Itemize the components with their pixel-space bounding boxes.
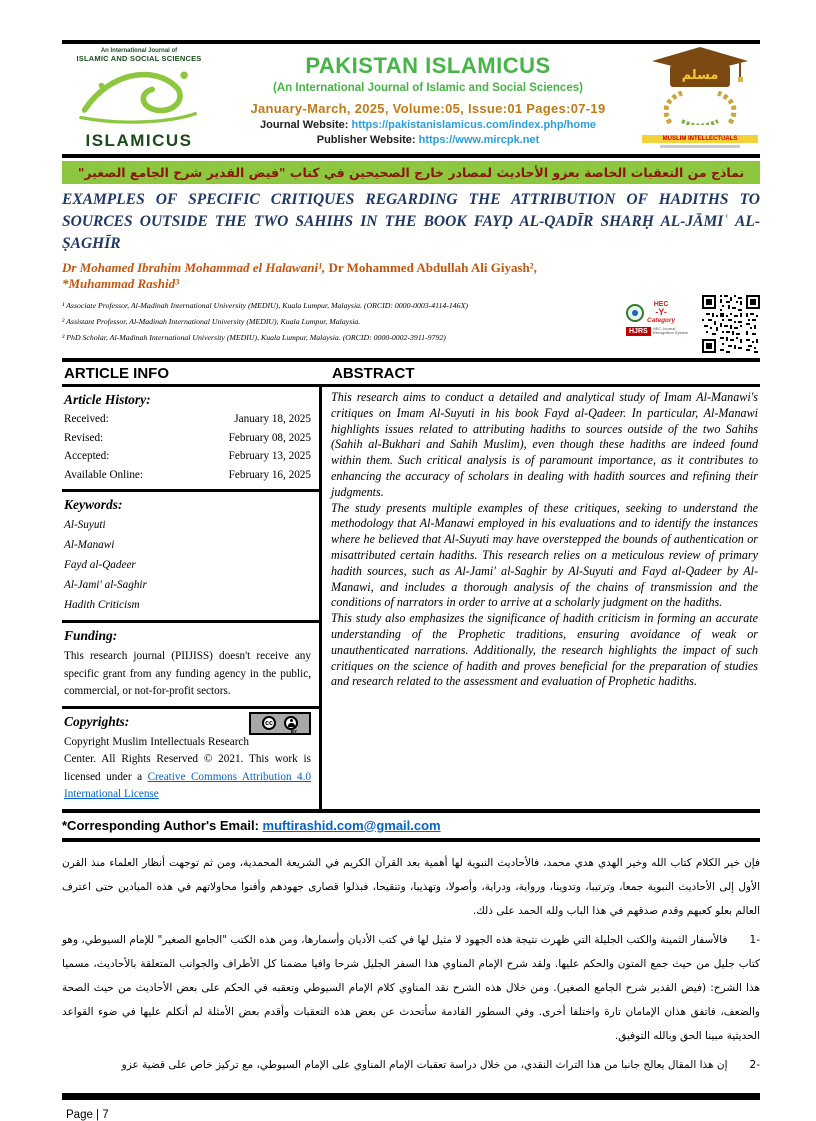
- history-row: Accepted: February 13, 2025: [64, 450, 311, 462]
- corresponding-email-link[interactable]: muftirashid.com@gmail.com: [262, 817, 441, 833]
- abstract-column: [322, 387, 760, 809]
- calligraphy-icon: [69, 63, 209, 125]
- item-number: 2-: [749, 1058, 760, 1071]
- keyword: Hadith Criticism: [64, 599, 140, 611]
- org-name: MUSLIM INTELLECTUALS: [642, 135, 758, 143]
- muslim-intellectuals-logo: [642, 43, 758, 155]
- affiliations-row: [62, 295, 760, 353]
- keyword: Fayd al-Qadeer: [64, 559, 136, 571]
- journal-website-link[interactable]: https://pakistanislamicus.com/index.php/home: [351, 118, 596, 131]
- publisher-website-line: [218, 134, 638, 146]
- arabic-list-item: 1-فالأسفار الثمينة والكتب الجليلة التي ظهرت نتيجة هذه الجهود لا مثيل لها في كتب الأديان وأسمارها، ومن هذه الكتب "الجامع الصغير" للإمام السيوطي، وهو كتاب جليل من حيث جمع المتون والحكم عليها. ولقد شرح الإمام المناوي هذا السفر الجليل شرحا وافيا مضمنا كل الأطراف والجوانب المتعلقة بالأحاديث، مسميا هذا الشرح: (فيض القدير شرح الجامع الصغير). ومن خلال هذه الشرح نقد المناوي كلام الإمام السيوطي وتعقبه في الحكم على بعض الأحاديث من حيث الصحة والضعف، فاتفق هذان الإمامان تارة واختلفا أخرى. وفي السطور القادمة سأتحدث عن بعض هذه التعقبات وأقدم بعض الأمثلة لم أتكلم عليها في ضوء القواعد الحديثية مبينا الحق وبالله التوفيق.: [62, 928, 760, 1048]
- page-number: Page | 7: [66, 1108, 109, 1121]
- abstract-paragraph: The study presents multiple examples of these critiques, seeking to understand the methodology that Al-Manawi employed in his evaluations and to identify the instances where he believed that Al-Suyuti may have overstepped the bounds of authentication or misattributed certain hadiths. This research relies on a meticulous review of primary hadith sources, such as Al-Jami' al-Saghir by Al-Suyuti and Fayd al-Qadeer by Al-Manawi, and includes a thorough analysis of the chains of transmission and the conditions of narrators in order to arrive at a scholarly judgment on the hadiths.: [331, 500, 758, 610]
- logo-tagline-1: An International Journal of: [100, 47, 178, 54]
- article-info-heading: ARTICLE INFO: [64, 365, 169, 382]
- copyrights-section: [62, 709, 319, 809]
- affiliation-2: ² Assistant Professor, Al-Madinah International University (MEDIU), Kuala Lumpur, Malaysia.: [62, 317, 361, 326]
- hjrs-subtitle: HEC Journal Recognition System: [652, 325, 689, 336]
- journal-header: [62, 40, 760, 158]
- authors-line: [62, 260, 760, 292]
- article-info-column: [62, 387, 322, 809]
- journal-website-label: Journal Website:: [260, 118, 349, 131]
- article-title: EXAMPLES OF SPECIFIC CRITIQUES REGARDING THE ATTRIBUTION OF HADITHS TO SOURCES OUTSIDE THE TWO SAHIHS IN THE BOOK FAYḌ AL-QADĪR SHARḤ AL-JĀMIʿ AL-ṢAGHĪR: [62, 191, 760, 252]
- hec-line3: Category: [647, 316, 676, 324]
- org-subtext-bar: [660, 145, 740, 148]
- journal-title: PAKISTAN ISLAMICUS: [305, 52, 551, 78]
- author-3: *Muhammad Rashid³: [62, 276, 179, 291]
- publisher-website-link[interactable]: https://www.mircpk.net: [418, 133, 540, 146]
- keyword: Al-Jami' al-Saghir: [64, 579, 147, 591]
- keyword: Al-Suyuti: [64, 519, 106, 531]
- history-row: Available Online: February 16, 2025: [64, 468, 311, 481]
- funding-label: Funding:: [64, 628, 118, 643]
- article-history-label: Article History:: [64, 392, 151, 407]
- abstract-paragraph: This study also emphasizes the significance of hadith criticism in forming an accurate understanding of the Prophetic traditions, ensuring avoidance of weak or unauthenticated narrations. Additionally, the research highlights the impact of such critiques on the science of hadith and proves beneficial for the preparation of studies and research related to the assessment and evaluation of Prophetic hadiths.: [331, 611, 758, 689]
- journal-subtitle: (An International Journal of Islamic and Social Sciences): [273, 81, 583, 94]
- affiliations: [62, 295, 626, 346]
- cc-license-link[interactable]: Creative Commons Attribution 4.0 International License: [64, 770, 312, 800]
- history-row: Revised: February 08, 2025: [64, 431, 311, 444]
- copyright-text: Copyright Muslim Intellectuals Research Center. All Rights Reserved © 2021. This work is licensed under a Creative Commons Attribution 4.0 International License: [64, 735, 312, 800]
- footer-rule: [62, 1093, 760, 1100]
- qr-code: [702, 295, 760, 353]
- item-number: 1-: [749, 933, 760, 946]
- arabic-intro-paragraph: فإن خير الكلام كتاب الله وخير الهدي هدي محمد، فالأحاديث النبوية لها أهمية بعد القرآن الكريم في الشريعة المحمدية، ومن ثم توجهت أنظار العلماء منذ القرن الأول إلى الأحاديث النبوية جمعا، وترتيبا، وتدوينا، ورواية، ودراية، وأصولا، وتهذيبا، وتنقيحا، فبذلوا قصارى جهودهم وأفنوا محاولاتهم في هذه الميادين حتى اعترف العالم بعلو كعبهم وقدم صدقهم في هذا الباب ولله الحمد على ذلك.: [62, 856, 760, 917]
- author-2: Dr Mohammed Abdullah Ali Giyash²,: [328, 260, 537, 275]
- by-label: BY: [290, 728, 297, 734]
- article-history-section: [62, 387, 319, 492]
- hec-line2: -Y-: [655, 307, 667, 318]
- journal-website-line: [218, 119, 638, 131]
- issue-line: January-March, 2025, Volume:05, Issue:01 Pages:07-19: [250, 100, 606, 116]
- keywords-label: Keywords:: [64, 497, 123, 512]
- logo-wordmark: ISLAMICUS: [85, 130, 193, 150]
- arabic-title-bar: نماذج من التعقبات الخاصة بعزو الأحاديث لمصادر خارج الصحيحين في كتاب "فيض القدير شرح الجامع الصغير": [62, 161, 760, 184]
- cc-by-badge: [249, 712, 311, 735]
- page: [62, 40, 760, 1121]
- hec-line1: HEC: [653, 301, 669, 308]
- publisher-website-label: Publisher Website:: [316, 133, 416, 146]
- arabic-body: [62, 851, 760, 1077]
- hjrs-label: HJRS: [626, 327, 651, 336]
- history-row: Received: January 18, 2025: [64, 413, 311, 425]
- funding-section: [62, 623, 319, 709]
- abstract-heading: ABSTRACT: [332, 365, 415, 382]
- article-info-abstract-table: [62, 358, 760, 813]
- corresponding-label: *Corresponding Author's Email:: [62, 817, 263, 833]
- islamicus-logo: [64, 48, 214, 150]
- hec-hjrs-badge: [626, 301, 696, 336]
- keyword: Al-Manawi: [64, 539, 115, 551]
- laurel-wreath-icon: [642, 91, 758, 125]
- funding-text: This research journal (PIIJISS) doesn't receive any specific grant from any funding agency in the public, commercial, or not-for-profit sectors.: [64, 650, 311, 697]
- copyrights-label: Copyrights:: [64, 713, 130, 729]
- abstract-paragraph: This research aims to conduct a detailed and analytical study of Imam Al-Manawi's critiques on Imam Al-Suyuti in his book Fayd al-Qadeer. In particular, Al-Manawi highlights issues related to attributing hadiths to sources outside of the two Sahihs (Sahih al-Bukhari and Sahih Muslim), even though these hadiths are indeed found within them. Such critical analysis is of paramount importance, as it contributes to enhancing the accuracy of scholars in dealing with hadith sources and refining their judgments.: [331, 390, 758, 499]
- journal-masthead: [218, 53, 638, 146]
- affiliation-3: ³ PhD Scholar, Al-Madinah International University (MEDIU), Kuala Lumpur, Malaysia. (ORCID: 0000-0002-3911-9792): [62, 333, 446, 342]
- cc-icon: cc: [262, 716, 276, 730]
- hec-emblem-icon: [626, 304, 644, 322]
- keywords-section: [62, 492, 319, 623]
- corresponding-author-line: [62, 813, 760, 842]
- logo-tagline-2: ISLAMIC AND SOCIAL SCIENCES: [76, 53, 202, 63]
- arabic-list-item: 2-إن هذا المقال يعالج جانبا من هذا التراث النقدي، من خلال دراسة تعقبات الإمام المناوي على الإمام السيوطي، مع تركيز خاص على قضية عزو: [62, 1053, 760, 1077]
- author-1: Dr Mohamed Ibrahim Mohammad el Halawani¹,: [62, 260, 326, 275]
- affiliation-1: ¹ Associate Professor, Al-Madinah International University (MEDIU), Kuala Lumpur, Malaysia. (ORCID: 0000-0003-4114-146X): [62, 301, 468, 310]
- cap-arabic-text: مسلم: [670, 65, 730, 87]
